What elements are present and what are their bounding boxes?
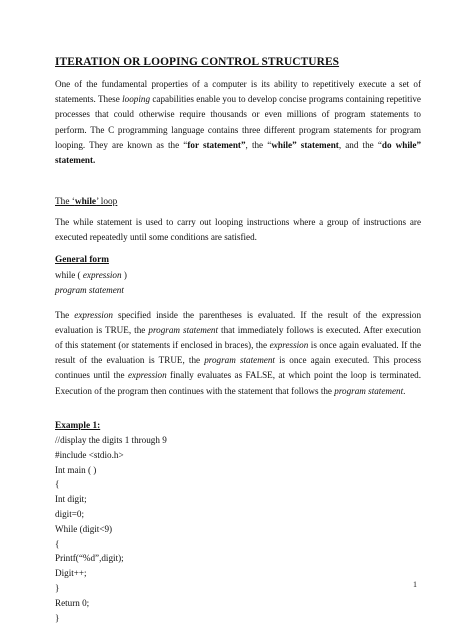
code-line: Int main ( ) (55, 464, 97, 475)
code-line: While (digit<9) (55, 523, 113, 534)
code-block (55, 433, 421, 625)
general-form-label: General form (55, 254, 109, 265)
explain-expression-2: expression (269, 340, 309, 351)
while-heading-post: ’ loop (96, 197, 118, 208)
example-1-label: Example 1: (55, 420, 101, 431)
code-line: } (55, 612, 60, 623)
explain-text-2: specified inside the parentheses is evaluated. If the result of the expression evaluation is TRUE, the (55, 309, 422, 335)
intro-while-statement: while” statement (271, 139, 339, 150)
intro-text-2: capabilities enable you to develop concise programs containing repetitive processes that could otherwise require thousands or even millions of program statements to perform. The C programming language contains three different program statements for program looping. They are known as the “ (55, 94, 421, 150)
syntax-line-1 (55, 268, 421, 283)
syntax-while-keyword: while ( (55, 269, 83, 280)
explain-text-3: that immediately follows is executed. After execution of this statement (or statements if enclosed in braces), the (55, 324, 421, 351)
intro-text-1: One of the fundamental properties of a computer is its ability to repetitively execute a set of statements. These (55, 79, 421, 105)
document-title: ITERATION OR LOOPING CONTROL STRUCTURES (55, 56, 340, 68)
page-number: 1 (413, 580, 417, 589)
explain-program-statement-2: program statement (204, 355, 275, 366)
explain-program-statement-1: program statement (148, 324, 218, 335)
explain-program-statement-3: program statement (334, 385, 404, 396)
intro-text-3: , the “ (245, 139, 272, 150)
code-line: { (55, 538, 60, 549)
explain-text-5: is once again executed. This process continues until the (55, 355, 422, 381)
while-heading-pre: The ‘ (55, 197, 75, 208)
explain-text-4: is once again evaluated. If the result of the evaluation is TRUE, the (55, 340, 421, 366)
while-description: The while statement is used to carry out looping instructions where a group of instructions are executed repeatedly until some conditions are satisfied. (55, 217, 421, 243)
code-line: //display the digits 1 through 9 (55, 435, 167, 446)
intro-for-statement: for statement” (187, 139, 246, 150)
syntax-block (55, 268, 421, 298)
code-line: Digit++; (55, 568, 87, 579)
explain-text-6: finally evaluates as FALSE, at which point the loop is terminated. Execution of the program then continues with the statement that follows the (55, 370, 421, 396)
code-line: Int digit; (55, 494, 87, 505)
while-heading-bold: while (74, 197, 97, 208)
intro-paragraph (55, 77, 421, 168)
code-line: #include <stdio.h> (55, 449, 124, 460)
syntax-close-paren: ) (121, 269, 127, 280)
syntax-expression: expression (82, 269, 122, 280)
code-line: } (55, 583, 60, 594)
while-loop-heading (55, 195, 421, 209)
explain-text-1: The (55, 309, 75, 320)
intro-looping-term: looping (122, 94, 151, 105)
code-line: Return 0; (55, 597, 90, 608)
intro-do-while-statement: do while” statement. (55, 139, 422, 166)
document-page (55, 56, 421, 625)
explain-text-7: . (403, 385, 406, 396)
code-line: Printf(“%d”,digit); (55, 553, 124, 564)
explain-expression-3: expression (127, 370, 167, 381)
explanation-paragraph (55, 308, 421, 399)
intro-text-4: , and the “ (338, 139, 382, 150)
syntax-program-statement: program statement (55, 284, 124, 295)
code-line: { (55, 479, 60, 490)
syntax-line-2 (55, 283, 421, 298)
explain-expression-1: expression (74, 309, 113, 320)
code-line: digit=0; (55, 509, 84, 520)
